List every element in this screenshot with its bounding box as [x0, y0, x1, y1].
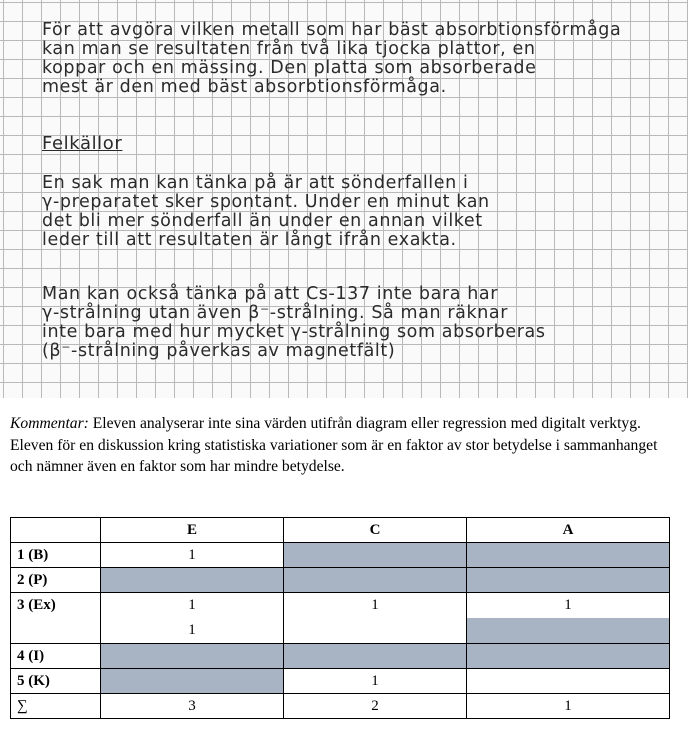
row-label: 3 (Ex) — [11, 593, 101, 644]
sum-A: 1 — [467, 694, 670, 719]
hw-line: det bli mer sönderfall än under en annan vilket — [42, 211, 483, 231]
cell-C-value: 1 — [371, 597, 379, 613]
hw-line: γ-strålning utan även β⁻-strålning. Så man räknar — [42, 303, 509, 323]
cell-A-shaded — [467, 644, 670, 669]
header-cell — [11, 518, 101, 543]
cell-A — [467, 669, 670, 694]
cell-A — [467, 593, 670, 644]
hw-line: kan man se resultaten från två lika tjocka plattor, en — [42, 39, 536, 59]
hw-line: koppar och en mässing. Den platta som absorberade — [42, 58, 537, 78]
cell-C-shaded — [284, 644, 467, 669]
hw-line: mest är den med bäst absorbtionsförmåga. — [42, 77, 447, 97]
table-row — [11, 644, 670, 669]
sum-E: 3 — [101, 694, 284, 719]
hw-line: leder till att resultaten är långt ifrån exakta. — [42, 230, 457, 250]
table-row — [11, 669, 670, 694]
table-row-sum — [11, 694, 670, 719]
hw-line: En sak man kan tänka på är att sönderfallen i — [42, 173, 469, 193]
commentary-label: Kommentar: — [10, 415, 89, 432]
hw-line: inte bara med hur mycket γ-strålning som absorberas — [42, 322, 546, 342]
sum-C: 2 — [284, 694, 467, 719]
hw-heading: Felkällor — [42, 133, 123, 154]
cell-A-value: 1 — [564, 597, 572, 613]
row-label: 4 (I) — [11, 644, 101, 669]
cell-E-shaded — [101, 568, 284, 593]
table-header-row — [11, 518, 670, 543]
hw-line: (β⁻-strålning påverkas av magnetfält) — [42, 341, 396, 361]
header-cell-E: E — [101, 518, 284, 543]
cell-E: 1 — [101, 543, 284, 568]
cell-A-shaded — [467, 543, 670, 568]
cell-C: 1 — [284, 669, 467, 694]
header-cell-A: A — [467, 518, 670, 543]
hw-line: Man kan också tänka på att Cs-137 inte bara har — [42, 284, 499, 304]
cell-E-shaded — [101, 644, 284, 669]
assessment-table — [10, 517, 670, 719]
cell-A-shaded — [467, 568, 670, 593]
header-cell-C: C — [284, 518, 467, 543]
cell-E-shaded — [101, 669, 284, 694]
table-row — [11, 568, 670, 593]
commentary — [10, 413, 678, 478]
row-label: 5 (K) — [11, 669, 101, 694]
sum-label: ∑ — [11, 694, 101, 719]
cell-E — [101, 593, 284, 644]
cell-C — [284, 593, 467, 644]
table-row — [11, 543, 670, 568]
cell-A-shaded — [467, 618, 669, 643]
row-label: 2 (P) — [11, 568, 101, 593]
row-label: 1 (B) — [11, 543, 101, 568]
cell-C-shaded — [284, 568, 467, 593]
commentary-text: Eleven analyserar inte sina värden utifrån diagram eller regression med digitalt verktyg. Eleven för en diskussion kring statistiska variationer som är en faktor av stor betydelse i sammanhanget och nämner även en faktor som har mindre betydelse. — [10, 415, 658, 475]
hw-line: För att avgöra vilken metall som har bäst absorbtionsförmåga — [42, 20, 622, 40]
table-row — [11, 593, 670, 644]
cell-E-value: 1 — [188, 622, 196, 638]
hw-line: γ-preparatet sker spontant. Under en minut kan — [42, 192, 490, 212]
cell-E-value: 1 — [188, 597, 196, 613]
cell-C-shaded — [284, 543, 467, 568]
